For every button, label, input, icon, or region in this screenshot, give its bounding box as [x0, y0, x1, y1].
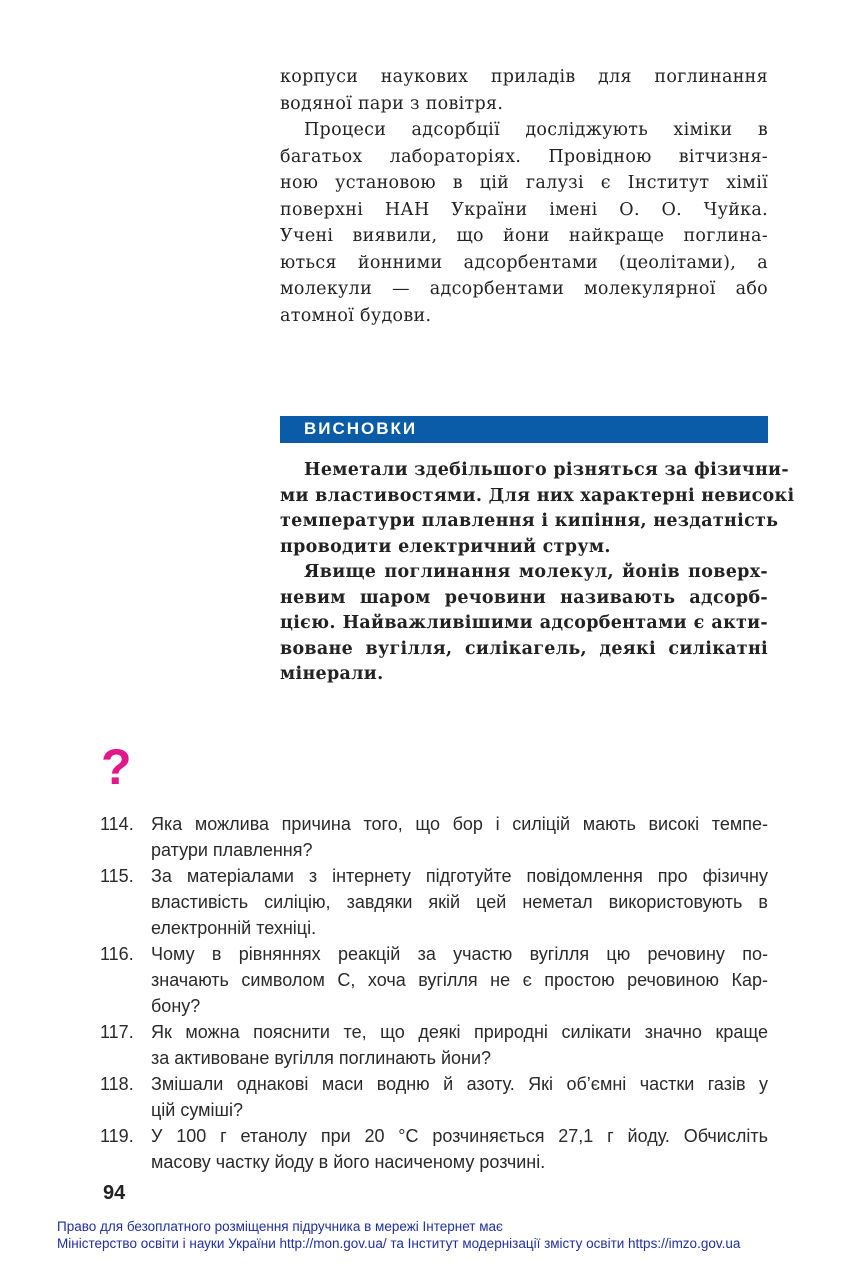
question-item — [100, 1071, 768, 1123]
question-number: 117. — [100, 1022, 134, 1042]
footer-line-2: Міністерство освіти і науки України http://mon.gov.ua/ та Інститут модернізації змісту освіти https://imzo.gov.ua — [57, 1236, 741, 1251]
text-line: Яка можлива причина того, що бор і силіцій мають високі темпе- — [151, 814, 768, 834]
question-number: 114. — [100, 814, 134, 834]
text-line: значають символом С, хоча вугілля не є простою речовиною Кар- — [151, 970, 768, 990]
text-line: ною установою в цій галузі є Інститут хімії — [280, 173, 768, 193]
question-number: 116. — [100, 944, 134, 964]
text-line: атомної будови. — [280, 305, 432, 326]
text-line: електронній техніці. — [151, 918, 317, 938]
text-line: бону? — [151, 996, 201, 1016]
text-line: невим шаром речовини називають адсорб- — [280, 587, 768, 608]
question-text — [151, 1071, 768, 1123]
text-line: Процеси адсорбції досліджують хіміки в — [304, 120, 768, 140]
paragraph — [280, 117, 768, 329]
question-item — [100, 811, 768, 863]
text-line: поверхні НАН України імені О. О. Чуйка. — [280, 199, 768, 220]
text-line: За матеріалами з інтернету підготуйте повідомлення про фізичну — [151, 866, 768, 886]
question-item — [100, 941, 768, 1019]
question-text — [151, 1019, 768, 1071]
text-line: Явище поглинання молекул, йонів поверх- — [304, 562, 768, 582]
question-text — [151, 1123, 768, 1175]
text-line: температури плавлення і кипіння, нездатність — [280, 511, 779, 531]
text-line: Чому в рівняннях реакцій за участю вугілля цю речовину по- — [151, 944, 768, 964]
footer-line-1: Право для безоплатного розміщення підручника в мережі Інтернет має — [57, 1219, 503, 1234]
text-line: проводити електричний струм. — [280, 536, 611, 557]
body-text — [280, 64, 768, 329]
question-text — [151, 941, 768, 1019]
paragraph — [280, 458, 795, 560]
paragraph — [280, 64, 768, 117]
text-line: Неметали здебільшого різняться за фізични- — [304, 460, 789, 480]
text-line: цій суміші? — [151, 1100, 243, 1120]
conclusions-heading: ВИСНОВКИ — [304, 419, 418, 438]
text-line: масову частку йоду в його насиченому розчині. — [151, 1152, 546, 1172]
text-line: мінерали. — [280, 664, 384, 684]
question-item — [100, 863, 768, 941]
text-line: ються йонними адсорбентами (цеолітами), а — [280, 252, 768, 273]
question-item — [100, 1123, 768, 1175]
text-line: властивість силіцію, завдяки якій цей неметал використовують в — [151, 892, 768, 912]
question-mark-icon: ? — [101, 739, 132, 795]
text-line: ми властивостями. Для них характерні невисокі — [280, 485, 795, 506]
question-text — [151, 811, 768, 863]
text-line: Учені виявили, що йони найкраще поглина- — [280, 226, 768, 246]
question-number: 118. — [100, 1074, 134, 1094]
text-line: корпуси наукових приладів для поглинання — [280, 67, 768, 87]
page-number: 94 — [103, 1182, 126, 1204]
text-line: цією. Найважливішими адсорбентами є акти- — [280, 613, 768, 633]
question-text — [151, 863, 768, 941]
footer-notice — [57, 1218, 740, 1252]
text-line: за активоване вугілля поглинають йони? — [151, 1048, 492, 1068]
text-line: У 100 г етанолу при 20 °С розчиняється 27,1 г йоду. Обчисліть — [151, 1126, 768, 1146]
questions-list — [100, 811, 768, 1175]
conclusions-text — [280, 458, 795, 688]
text-line: ратури плавлення? — [151, 840, 313, 860]
text-line: багатьох лабораторіях. Провідною вітчизня- — [280, 146, 768, 167]
text-line: воване вугілля, силікагель, деякі силікатні — [280, 638, 768, 659]
conclusions-heading-bar — [280, 416, 768, 443]
paragraph — [280, 560, 768, 688]
text-line: Як можна пояснити те, що деякі природні силікати значно краще — [151, 1022, 768, 1042]
text-line: Змішали однакові маси водню й азоту. Які об’ємні частки газів у — [151, 1074, 768, 1094]
text-line: молекули — адсорбентами молекулярної або — [280, 279, 768, 299]
question-item — [100, 1019, 768, 1071]
question-number: 115. — [100, 866, 134, 886]
question-number: 119. — [100, 1126, 134, 1146]
text-line: водяної пари з повітря. — [280, 93, 504, 114]
